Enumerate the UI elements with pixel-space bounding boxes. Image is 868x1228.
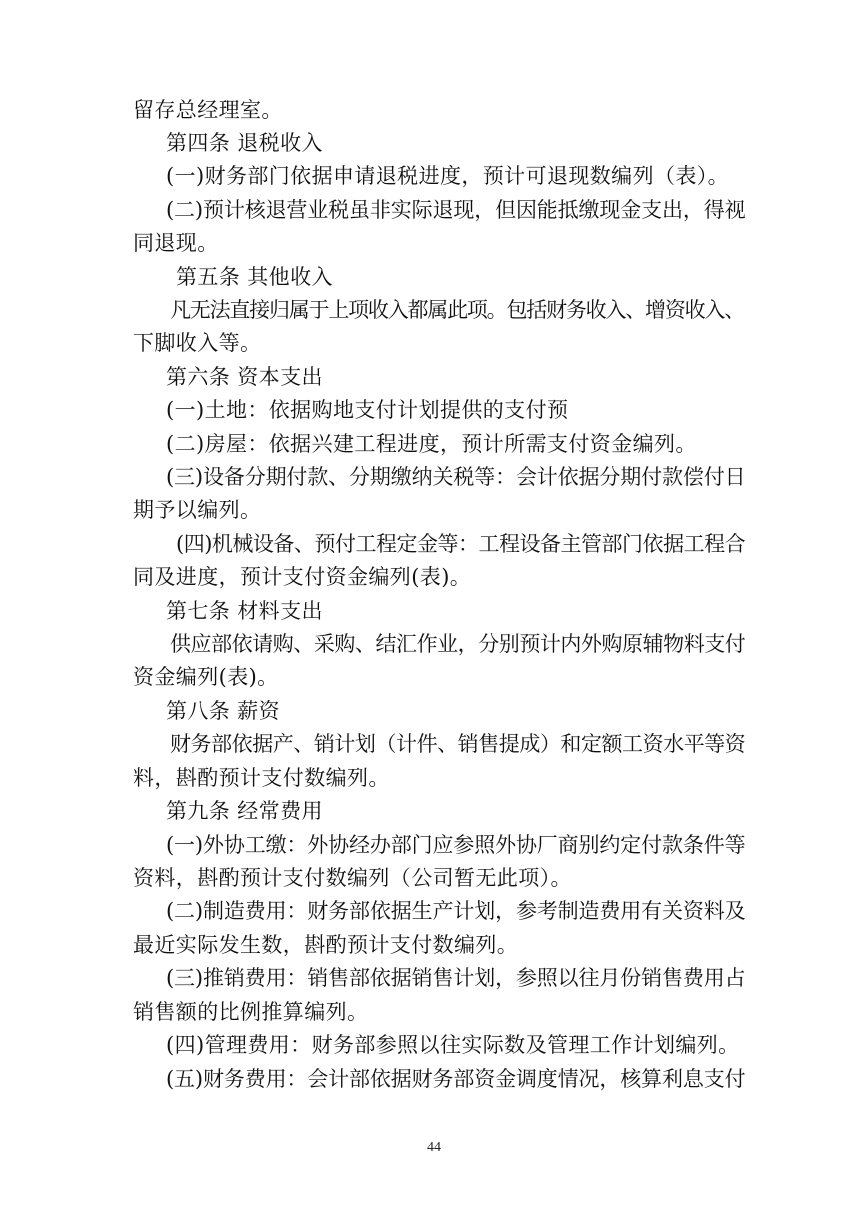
article-9-heading: 第九条 经常费用 <box>166 799 323 823</box>
text-line: (四)管理费用：财务部参照以往实际数及管理工作计划编列。 <box>166 1033 740 1057</box>
text-line: (四)机械设备、预付工程定金等：工程设备主管部门依据工程合 <box>176 532 746 556</box>
text-line: 资金编列(表)。 <box>133 665 279 689</box>
text-line: 供应部依请购、采购、结汇作业，分别预计内外购原辅物料支付 <box>170 632 746 656</box>
text-line: 同退现。 <box>133 231 219 255</box>
text-line: (一)财务部门依据申请退税进度，预计可退现数编列（表）。 <box>166 164 730 188</box>
text-line: 料，斟酌预计支付数编列。 <box>133 766 390 790</box>
text-line: 下脚收入等。 <box>133 331 262 355</box>
text-line: (三)设备分期付款、分期缴纳关税等：会计依据分期付款偿付日 <box>166 465 746 489</box>
text-line: (二)房屋：依据兴建工程进度，预计所需支付资金编列。 <box>166 432 697 456</box>
text-line: (二)预计核退营业税虽非实际退现，但因能抵缴现金支出，得视 <box>166 198 746 222</box>
article-6-heading: 第六条 资本支出 <box>166 365 323 389</box>
text-line: (一)外协工缴：外协经办部门应参照外协厂商别约定付款条件等 <box>166 833 746 857</box>
text-line: (一)土地：依据购地支付计划提供的支付预 <box>166 398 569 422</box>
text-line: 最近实际发生数，斟酌预计支付数编列。 <box>133 933 519 957</box>
article-4-heading: 第四条 退税收入 <box>166 131 323 155</box>
text-line: 资料，斟酌预计支付数编列（公司暂无此项）。 <box>133 866 572 890</box>
text-line: (三)推销费用：销售部依据销售计划，参照以往月份销售费用占 <box>166 966 746 990</box>
page-number: 44 <box>427 1140 441 1155</box>
article-7-heading: 第七条 材料支出 <box>166 599 323 623</box>
text-line: 同及进度，预计支付资金编列(表)。 <box>133 565 472 589</box>
text-line: 销售额的比例推算编列。 <box>133 1000 369 1024</box>
text-line: (二)制造费用：财务部依据生产计划，参考制造费用有关资料及 <box>166 899 746 923</box>
text-line: 留存总经理室。 <box>133 98 283 122</box>
article-8-heading: 第八条 薪资 <box>166 699 281 723</box>
text-line: (五)财务费用：会计部依据财务部资金调度情况，核算利息支付 <box>166 1067 746 1091</box>
text-line: 凡无法直接归属于上项收入都属此项。包括财务收入、增资收入、 <box>170 298 744 322</box>
article-5-heading: 第五条 其他收入 <box>176 265 333 289</box>
text-line: 期予以编列。 <box>133 498 262 522</box>
text-line: 财务部依据产、销计划（计件、销售提成）和定额工资水平等资 <box>170 732 746 756</box>
